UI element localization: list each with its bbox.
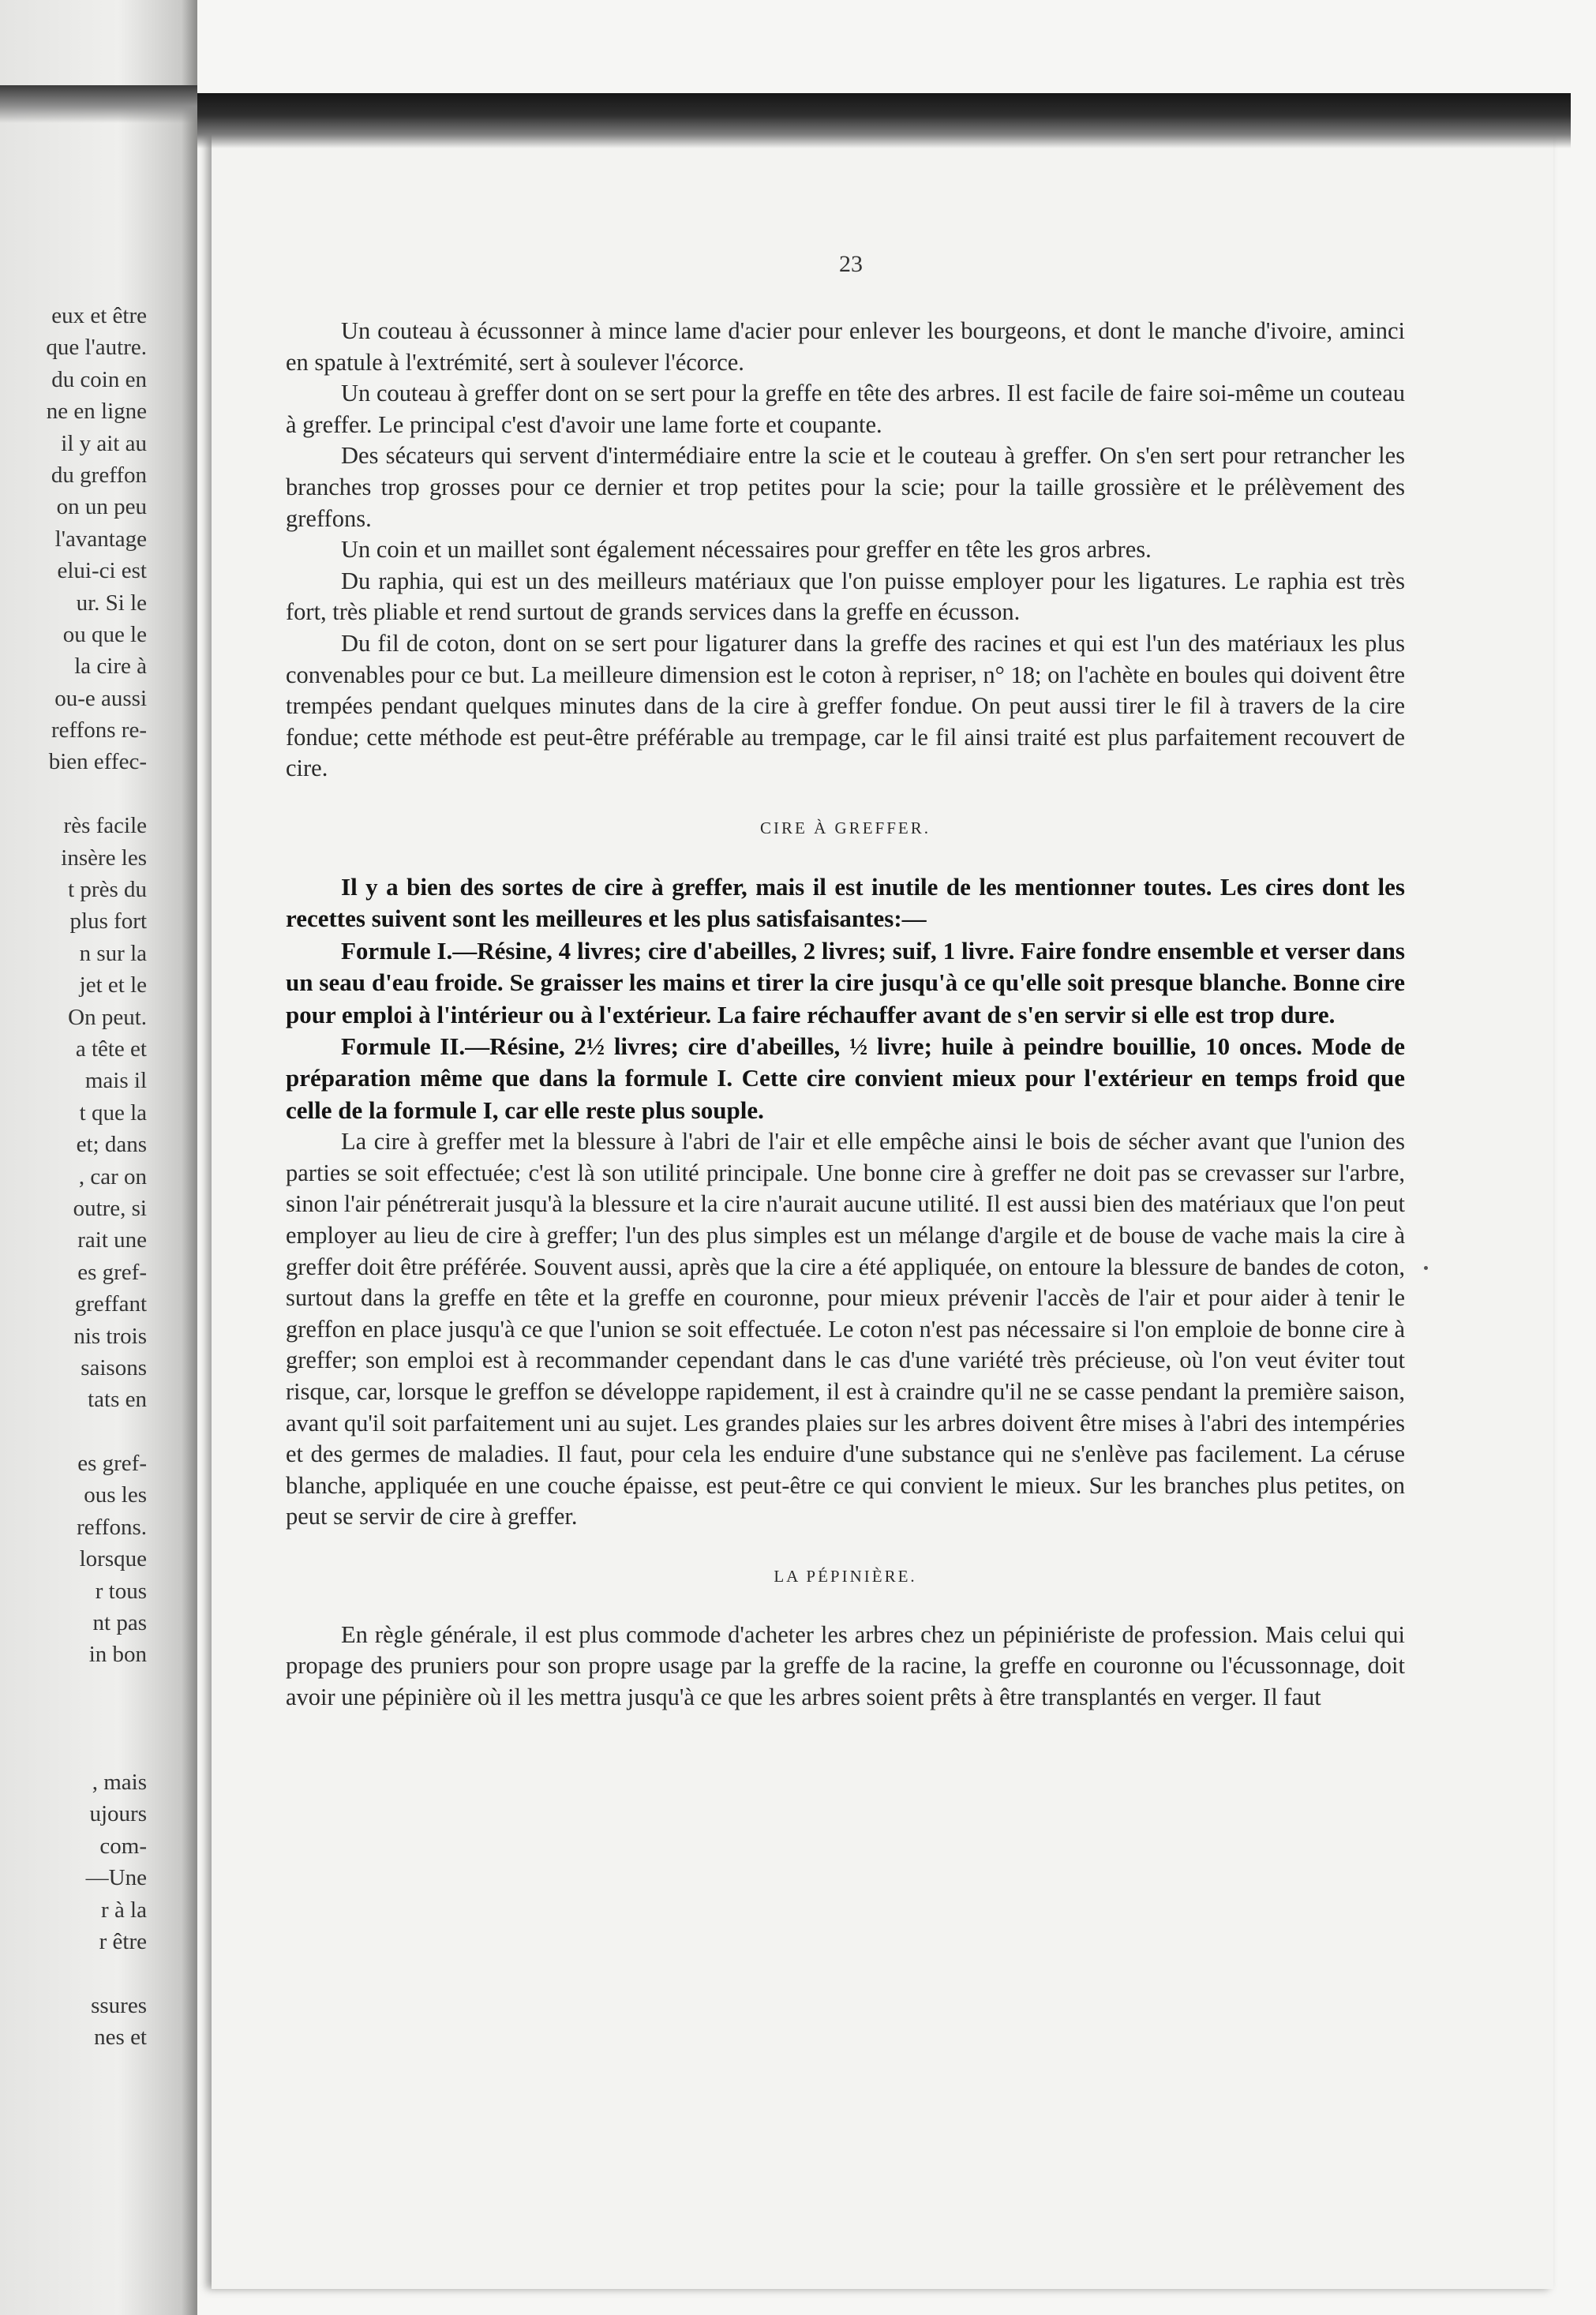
left-page-line: rait une (77, 1227, 147, 1253)
page-edge-shadow (0, 85, 197, 123)
left-page-line: du greffon (51, 462, 147, 488)
paragraph: Du raphia, qui est un des meilleurs matériaux que l'on puisse employer pour les ligatures. Le raphia est très fort, très pliable et rend surtout de grands services dans la greffe en écusson. (286, 567, 1405, 626)
left-page-line: que l'autre. (46, 335, 147, 361)
left-page-line: ous les (84, 1482, 147, 1508)
left-page-line: r tous (95, 1578, 147, 1604)
left-page-line: mais il (84, 1068, 147, 1094)
top-scan-shadow (197, 93, 1571, 148)
left-page-line: , mais (92, 1769, 147, 1795)
left-page-line: nt pas (92, 1610, 147, 1636)
left-page-line: greffant (74, 1291, 147, 1317)
left-page-line: insère les (61, 845, 147, 871)
left-page-line: es gref- (77, 1259, 147, 1285)
paragraph: Formule II.—Résine, 2½ livres; cire d'abeilles, ½ livre; huile à peindre bouillie, 10 onces. Mode de préparation même que dans la formule I. Cette cire convient mieux pour l'extérieur en temps froid que celle de la formule I, car elle reste plus souple. (286, 1032, 1405, 1124)
paragraph: Formule I.—Résine, 4 livres; cire d'abeilles, 2 livres; suif, 1 livre. Faire fondre ensemble et verser dans un seau d'eau froide. Se graisser les mains et tirer la cire jusqu'à ce qu'elle soit presque blanche. Bonne cire pour emploi à l'intérieur ou à l'extérieur. La faire réchauffer avant de s'en servir si elle est trop dure. (286, 936, 1405, 1028)
left-page-line: jet et le (79, 972, 147, 998)
paragraph: Un coin et un maillet sont également nécessaires pour greffer en tête les gros arbres. (341, 536, 1152, 564)
left-page-line: tats en (88, 1387, 147, 1413)
left-page-line: t près du (68, 877, 147, 903)
left-page-line (0, 1416, 197, 1448)
paragraph: En règle générale, il est plus commode d'acheter les arbres chez un pépiniériste de profession. Mais celui qui propage des pruniers pour son propre usage par la greffe de la racine, la greffe en couronne ou l'écussonnage, doit avoir une pépinière où il les mettra jusqu'à ce que les arbres soient prêts à être transplantés en verger. Il faut (286, 1620, 1405, 1711)
left-page-text (0, 300, 197, 2053)
left-page-line: lorsque (79, 1546, 147, 1572)
left-page-line (0, 1671, 197, 1703)
left-page-line: du coin en (51, 366, 147, 392)
left-page-line: ur. Si le (76, 590, 147, 616)
left-page-line: reffons. (77, 1514, 147, 1540)
left-page-line: elui-ci est (57, 558, 147, 584)
page-number: 23 (839, 251, 863, 277)
left-page-line: ssures (91, 1992, 147, 2018)
left-page-line: la cire à (74, 654, 147, 680)
left-page-line: et; dans (76, 1132, 147, 1158)
left-page-line: in bon (88, 1642, 147, 1668)
left-page-line: reffons re- (51, 717, 147, 744)
left-page-line: t que la (79, 1099, 147, 1126)
left-page-line: bien effec- (48, 749, 147, 775)
left-page-line (0, 1735, 197, 1766)
left-page-line: ujours (89, 1801, 147, 1827)
left-facing-page (0, 0, 197, 2315)
section-heading: LA PÉPINIÈRE. (774, 1566, 917, 1586)
left-page-line: es gref- (77, 1451, 147, 1477)
paragraph: Un couteau à écussonner à mince lame d'acier pour enlever les bourgeons, et dont le manche d'ivoire, aminci en spatule à l'extrémité, sert à soulever l'écorce. (286, 317, 1405, 376)
left-page-line: On peut. (68, 1004, 147, 1030)
left-page-line: ne en ligne (46, 399, 147, 425)
left-page-line: eux et être (51, 303, 147, 328)
left-page-line: nis trois (73, 1323, 147, 1349)
left-page-line: saisons (81, 1354, 147, 1380)
left-page-line: r être (99, 1928, 147, 1954)
left-page-line: ou-e aussi (54, 685, 147, 711)
left-page-line: l'avantage (54, 526, 147, 552)
left-page-line: on un peu (56, 494, 147, 520)
left-page-line: com- (99, 1833, 147, 1859)
left-page-line: r à la (101, 1897, 147, 1923)
left-page-line (0, 778, 197, 810)
left-page-line: plus fort (69, 908, 147, 935)
left-page-line: outre, si (73, 1195, 147, 1221)
section-heading: CIRE À GREFFER. (760, 818, 931, 837)
scan-speck (1424, 1266, 1428, 1270)
paragraph: Des sécateurs qui servent d'intermédiaire entre la scie et le couteau à greffer. On s'en sert pour retrancher les branches trop grosses pour ce dernier et trop petites pour la scie; pour la taille grossière et le prélèvement des greffons. (286, 442, 1405, 532)
left-page-line: —Une (85, 1865, 147, 1891)
left-page-line (0, 1957, 197, 1989)
left-page-line: n sur la (79, 940, 147, 966)
paragraph: La cire à greffer met la blessure à l'abri de l'air et elle empêche ainsi le bois de sécher avant que l'union des parties se soit effectuée; c'est là son utilité principale. Une bonne cire à greffer ne doit pas se crevasser sur l'arbre, sinon l'air pénétrerait jusqu'à la blessure et la cire n'aurait aucune utilité. Il est aussi bien des matériaux que l'on peut employer au lieu de cire à greffer; l'un des plus simples est un mélange d'argile et de bouse de vache mais la cire à greffer doit être préférée. Souvent aussi, après que la cire a été appliquée, on entoure la blessure de bandes de coton, surtout dans la greffe en tête et la greffe en couronne, pour mieux prévenir l'accès de l'air et pour aider à tenir le greffon en place jusqu'à ce que l'union se soit effectuée. Le coton n'est pas nécessaire si l'on emploie de bonne cire à greffer; son emploi est à recommander cependant dans le cas d'une variété très précieuse, où l'on veut éviter tout risque, car, lorsque le greffon se développe rapidement, il est à craindre qu'il ne se casse pendant la première saison, avant qu'il soit parfaitement uni au sujet. Les grandes plaies sur les arbres doivent être mises à l'abri des intempéries et des germes de maladies. Il faut, pour cela les enduire d'une substance qui ne s'enlève pas facilement. La céruse blanche, appliquée en une couche épaisse, est peut-être ce qui convient le mieux. Sur les branches plus petites, on peut se servir de cire à greffer. (286, 1128, 1405, 1530)
left-page-line: ou que le (62, 621, 147, 647)
paragraph: Un couteau à greffer dont on se sert pour la greffe en tête des arbres. Il est facile de faire soi-même un couteau à greffer. Le principal c'est d'avoir une lame forte et coupante. (286, 380, 1405, 438)
paragraph: Du fil de coton, dont on se sert pour ligaturer dans la greffe des racines et qui est l'un des matériaux les plus convenables pour ce but. La meilleure dimension est le coton à repriser, n° 18; on l'achète en boules qui doivent être trempées pendant quelques minutes dans de la cire à greffer fondue. On peut aussi tirer le fil à travers de la cire fondue; cette méthode est peut-être préférable au trempage, car le fil ainsi traité est plus parfaitement recouvert de cire. (286, 629, 1405, 782)
left-page-line (0, 1703, 197, 1734)
paragraph: Il y a bien des sortes de cire à greffer, mais il est inutile de les mentionner toutes. Les cires dont les recettes suivent sont les meilleures et les plus satisfaisantes:— (286, 872, 1405, 933)
left-page-line: rès facile (63, 813, 147, 839)
left-page-line: , car on (78, 1163, 147, 1189)
left-page-line: il y ait au (61, 430, 147, 456)
left-page-line: nes et (94, 2025, 147, 2051)
left-page-line: a tête et (75, 1036, 147, 1062)
page-body (286, 316, 1405, 1714)
